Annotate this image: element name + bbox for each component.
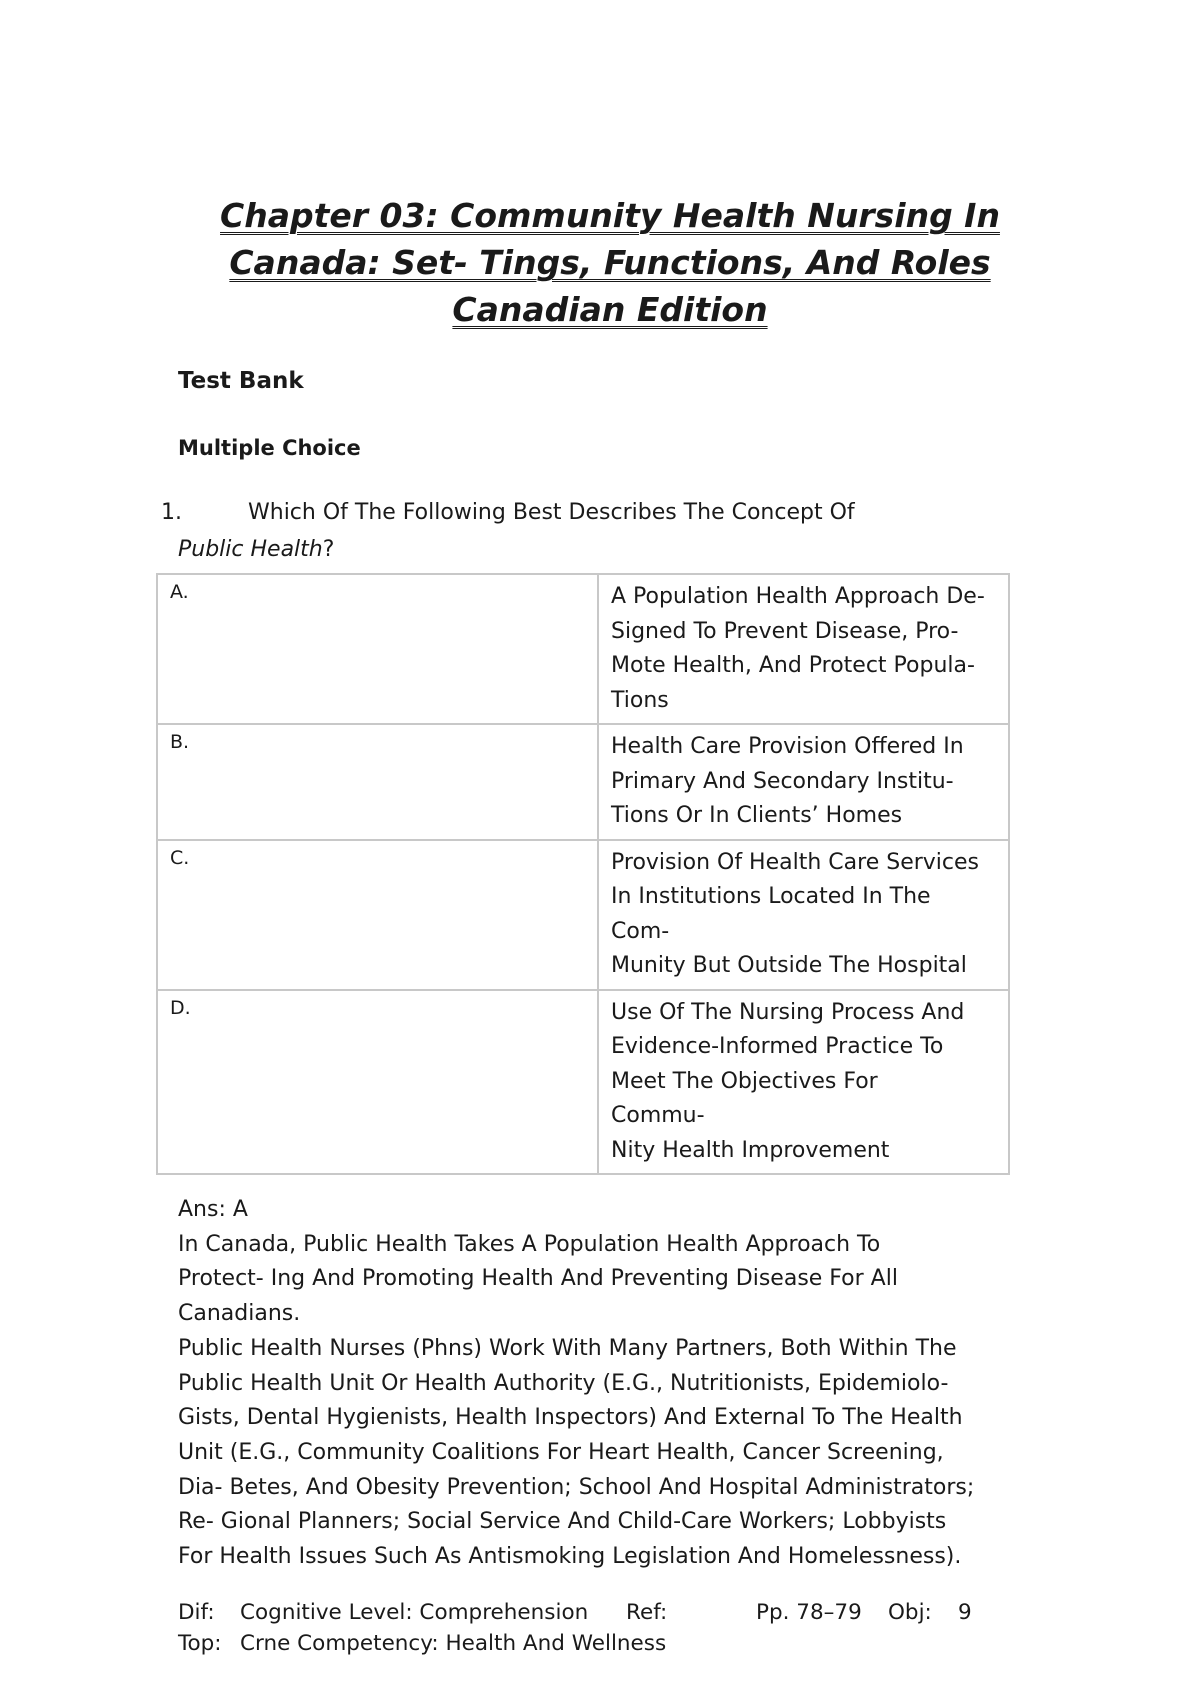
option-letter: B. (157, 724, 598, 840)
option-line: Health Care Provision Offered In (611, 734, 964, 759)
option-line: Tions Or In Clients’ Homes (611, 803, 903, 828)
rationale-line: In Canada, Public Health Takes A Population Health Approach To (178, 1231, 881, 1257)
option-letter: D. (157, 990, 598, 1175)
rationale-line: Canadians. (178, 1301, 301, 1327)
option-line: Com- (611, 918, 670, 944)
option-line: Mote Health, And Protect Popula- (611, 653, 975, 678)
difficulty-value: Cognitive Level: Comprehension (240, 1600, 589, 1625)
answer-label: Ans: A (178, 1197, 248, 1222)
question-text-continued (178, 537, 334, 562)
option-line: Meet The Objectives For (611, 1068, 878, 1094)
chapter-title (200, 192, 1020, 333)
answer-block (178, 1193, 1038, 1575)
question-metadata (178, 1597, 1038, 1659)
option-line: A Population Health Approach De- (611, 584, 985, 609)
option-line: Signed To Prevent Disease, Pro- (611, 618, 959, 644)
option-line: Provision Of Health Care Services (611, 849, 979, 875)
chapter-title-line-2: Canada: Set- Tings, Functions, And Roles (229, 243, 991, 282)
option-line: Evidence-Informed Practice To (611, 1034, 944, 1059)
option-line: Commu- (611, 1103, 705, 1128)
section-heading: Test Bank (178, 368, 304, 394)
rationale-line: Re- Gional Planners; Social Service And Child-Care Workers; Lobbyists (178, 1509, 947, 1535)
question-number: 1. (161, 500, 182, 525)
option-letter: C. (157, 840, 598, 990)
metadata-row-1 (178, 1597, 1038, 1628)
option-row-a (157, 574, 1009, 724)
rationale-line: Dia- Betes, And Obesity Prevention; School And Hospital Administrators; (178, 1474, 975, 1500)
question-italic-term: Public Health (178, 537, 323, 562)
option-text (598, 840, 1009, 990)
answer-options-table (156, 573, 1010, 1175)
option-text (598, 724, 1009, 840)
option-text (598, 990, 1009, 1175)
option-letter: A. (157, 574, 598, 724)
rationale-line: For Health Issues Such As Antismoking Legislation And Homelessness). (178, 1544, 962, 1570)
option-line: Munity But Outside The Hospital (611, 953, 967, 978)
chapter-title-line-1: Chapter 03: Community Health Nursing In (220, 196, 1000, 235)
objective-value: 9 (958, 1600, 972, 1625)
option-line: Primary And Secondary Institu- (611, 768, 954, 794)
reference-label: Ref: (626, 1600, 668, 1625)
rationale-line: Public Health Nurses (Phns) Work With Many Partners, Both Within The (178, 1335, 957, 1361)
rationale-line: Gists, Dental Hygienists, Health Inspectors) And External To The Health (178, 1405, 963, 1431)
option-line: Nity Health Improvement (611, 1137, 890, 1163)
option-row-d (157, 990, 1009, 1175)
objective-label: Obj: (888, 1600, 932, 1625)
option-line: In Institutions Located In The (611, 884, 931, 909)
option-text (598, 574, 1009, 724)
rationale-line: Protect- Ing And Promoting Health And Preventing Disease For All (178, 1266, 898, 1292)
option-line: Tions (611, 687, 669, 713)
rationale-line: Unit (E.G., Community Coalitions For Heart Health, Cancer Screening, (178, 1439, 944, 1465)
question-mark: ? (322, 537, 335, 562)
option-row-b (157, 724, 1009, 840)
difficulty-label: Dif: (178, 1600, 215, 1625)
chapter-title-line-3: Canadian Edition (452, 290, 768, 329)
metadata-row-2 (178, 1628, 1038, 1659)
subsection-heading: Multiple Choice (178, 436, 361, 460)
question-text: Which Of The Following Best Describes The Concept Of (248, 500, 855, 525)
rationale-line: Public Health Unit Or Health Authority (E.G., Nutritionists, Epidemiolo- (178, 1370, 949, 1396)
topic-value: Crne Competency: Health And Wellness (240, 1631, 667, 1656)
option-line: Use Of The Nursing Process And (611, 999, 965, 1025)
reference-value: Pp. 78–79 (756, 1600, 862, 1625)
option-row-c (157, 840, 1009, 990)
topic-label: Top: (178, 1631, 222, 1656)
